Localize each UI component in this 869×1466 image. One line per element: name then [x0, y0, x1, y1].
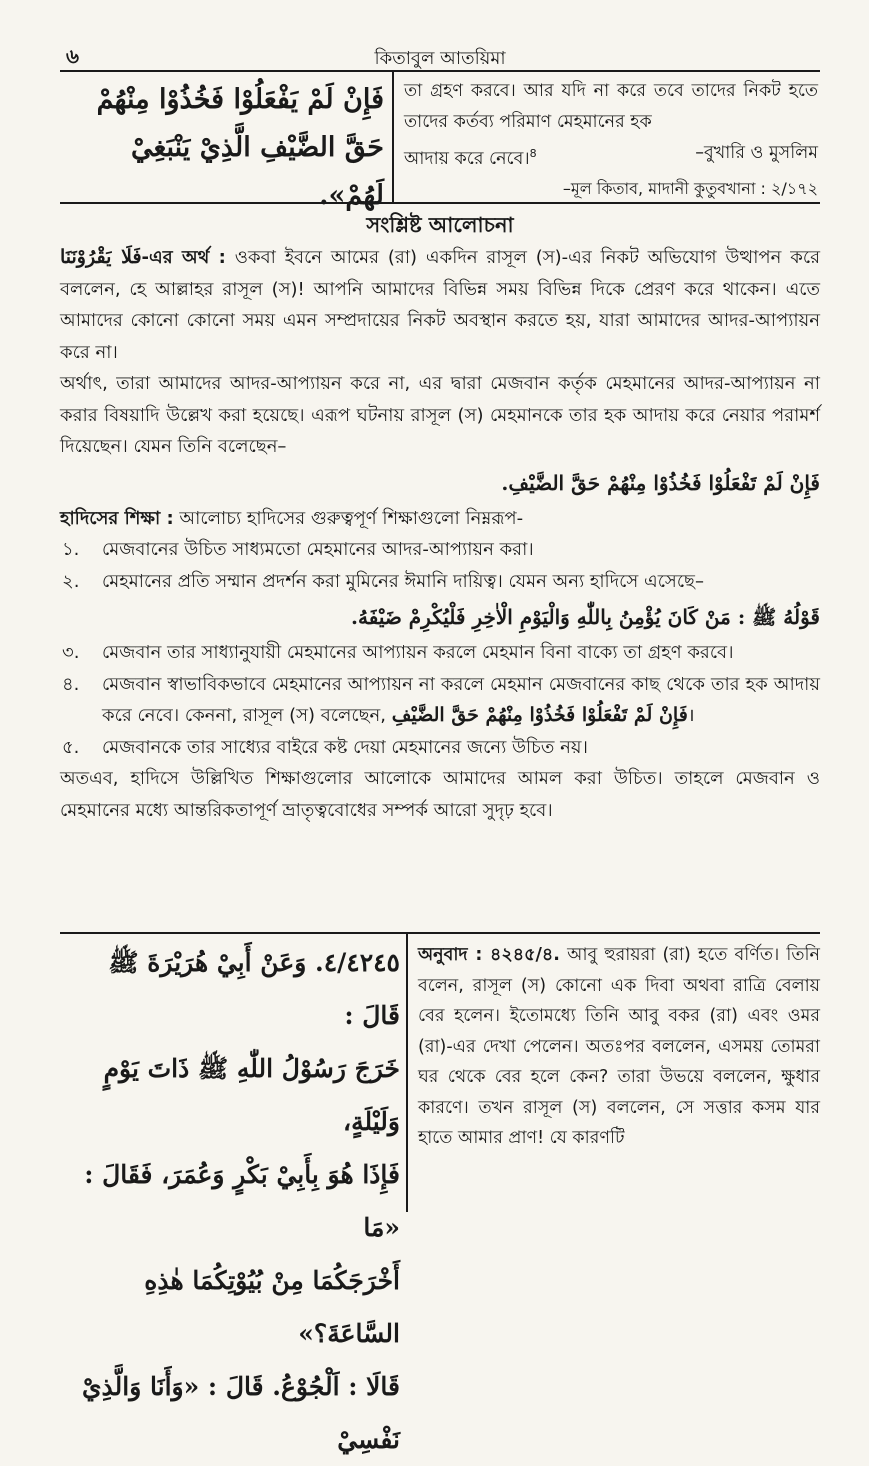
conclusion-paragraph: অতএব, হাদিসে উল্লিখিত শিক্ষাগুলোর আলোকে আমাদের আমল করা উচিত। তাহলে মেজবান ও মেহমানের মধ্যে আন্তরিকতাপূর্ণ ভ্রাতৃত্ববোধের সম্পর্ক আরো সুদৃঢ় হবে। [60, 768, 820, 821]
lessons-heading [60, 503, 820, 535]
arabic-column [60, 72, 394, 211]
translation-body: আবু হুরায়রা (রা) হতে বর্ণিত। তিনি বলেন, রাসূল (স) কোনো এক দিবা অথবা রাত্রি বেলায় বের হলেন। ইতোমধ্যে তিনি আবু বকর (রা) এবং ওমর (রা)-এর দেখা পেলেন। অতঃপর বললেন, এসময় তোমরা ঘর থেকে বের হলে কেন? তারা উভয়ে বললেন, ক্ষুধার কারণে। তখন রাসূল (স) বললেন, সে সত্তার কসম যার হাতে আমার প্রাণ! যে কারণটি [418, 945, 820, 1148]
discussion-paragraph-2: অর্থাৎ, তারা আমাদের আদর-আপ্যায়ন করে না, এর দ্বারা মেজবান কর্তৃক মেহমানের আদর-আপ্যায়ন না করার বিষয়াদি উল্লেখ করা হয়েছে। এরূপ ঘটনায় রাসূল (স) মেহমানকে তার হক আদায় করে নেয়ার পরামর্শ দিয়েছেন। যেমন তিনি বলেছেন– [60, 373, 820, 457]
translation-column [396, 72, 820, 202]
list-item: ৫. মেজবানকে তার সাধ্যের বাইরে কষ্ট দেয়া মেহমানের জন্যে উচিত নয়। [62, 736, 588, 758]
translation-last-line [404, 138, 818, 175]
translation-body: তা গ্রহণ করবে। আর যদি না করে তবে তাদের নিকট হতে তাদের কর্তব্য পরিমাণ মেহমানের হক [404, 81, 818, 132]
arabic-column [60, 934, 408, 1454]
translation-text [396, 72, 820, 175]
hadith-continuation-block [60, 72, 820, 211]
running-title: কিতাবুল আতয়িমা [374, 48, 506, 69]
list-item: ৩. মেজবান তার সাধ্যানুযায়ী মেহমানের আপ্যায়ন করলে মেহমান বিনা বাক্যে তা গ্রহণ করবে। [62, 642, 734, 663]
book-page [60, 40, 820, 1454]
arabic-text: فَإِنْ لَمْ يَفْعَلُوْا فَخُذُوْا مِنْهُمْ حَقَّ الضَّيْفِ الَّذِيْ يَنْبَغِيْ لَهُمْ». [96, 84, 384, 211]
arabic-phrase: فَإِنْ لَمْ تَفْعَلُوْا فَخُذُوْا مِنْهُمْ حَقَّ الضَّيْفِ [391, 704, 688, 726]
translation-text [410, 934, 820, 1154]
page-header [60, 40, 820, 70]
footnote-marker: 8 [529, 147, 537, 160]
arabic-phrase: فَلَا يَقْرُوْنَنَا [60, 246, 142, 268]
list-item: ২. মেহমানের প্রতি সম্মান প্রদর্শন করা মুমিনের ঈমানি দায়িত্ব। যেমন অন্য হাদিসে এসেছে– [62, 570, 704, 592]
lessons-intro: আলোচ্য হাদিসের গুরুত্বপূর্ণ শিক্ষাগুলো নিম্নরূপ- [179, 507, 524, 529]
next-hadith-block [60, 932, 820, 1454]
translation-column [410, 934, 820, 1212]
section-title: সংশ্লিষ্ট আলোচনা [366, 213, 514, 237]
book-reference: –মূল কিতাব, মাদানী কুতুবখানা : ২/১৭২ [562, 178, 818, 198]
arabic-quote: قَوْلُهُ ﷺ : مَنْ كَانَ يُؤْمِنُ بِاللّٰهِ وَالْيَوْمِ الْاٰخِرِ فَلْيُكْرِمْ ضَيْفَهُ. [351, 605, 820, 629]
translation-end: আদায় করে নেবে। [404, 148, 530, 169]
arabic-text: ٤/٤٢٤٥. وَعَنْ أَبِيْ هُرَيْرَةَ ﷺ قَالَ : خَرَجَ رَسُوْلُ اللّٰهِ ﷺ ذَاتَ يَوْمٍ وَلَيْلَةٍ، فَإِذَا هُوَ بِأَبِيْ بَكْرٍ وَعُمَرَ، فَقَالَ : «مَا أَخْرَجَكُمَا مِنْ بُيُوْتِكُمَا هٰذِهِ السَّاعَةَ؟» قَالَا : اَلْجُوْعُ. قَالَ : «وَأَنَا وَالَّذِيْ نَفْسِيْ [81, 948, 400, 1454]
discussion-paragraph-1 [60, 242, 820, 368]
translation-label: অনুবাদ : ৪২৪৫/৪. [418, 945, 560, 965]
lessons-label: হাদিসের শিক্ষা : [60, 507, 174, 529]
list-item: ১. মেজবানের উচিত সাধ্যমতো মেহমানের আদর-আপ্যায়ন করা। [62, 539, 534, 560]
list-item: ৪. মেজবান স্বাভাবিকভাবে মেহমানের আপ্যায়ন না করলে মেহমান মেজবানের কাছ থেকে তার হক আদায় করে নেবে। কেননা, রাসূল (স) বলেছেন, فَإِنْ لَمْ تَفْعَلُوْا فَخُذُوْا مِنْهُمْ حَقَّ الضَّيْفِ। [62, 673, 820, 726]
source-reference: –বুখারি ও মুসলিম [695, 143, 818, 163]
page-number: ৬ [66, 44, 80, 68]
term-label: -এর অর্থ : [141, 247, 226, 268]
paragraph-text: ওকবা ইবনে আমের (রা) একদিন রাসূল (স)-এর নিকট অভিযোগ উত্থাপন করে বললেন, হে আল্লাহর রাসূল (স)! আপনি আমাদের বিভিন্ন সময় বিভিন্ন দিকে প্রেরণ করে থাকেন। এতে আমাদের কোনো কোনো সময় এমন সম্প্রদায়ের নিকট অবস্থান করতে হয়, যারা আমাদের আদর-আপ্যায়ন করে না। [60, 247, 820, 363]
arabic-quote: فَإِنْ لَمْ تَفْعَلُوْا فَخُذُوْا مِنْهُمْ حَقَّ الضَّيْفِ. [501, 470, 820, 495]
